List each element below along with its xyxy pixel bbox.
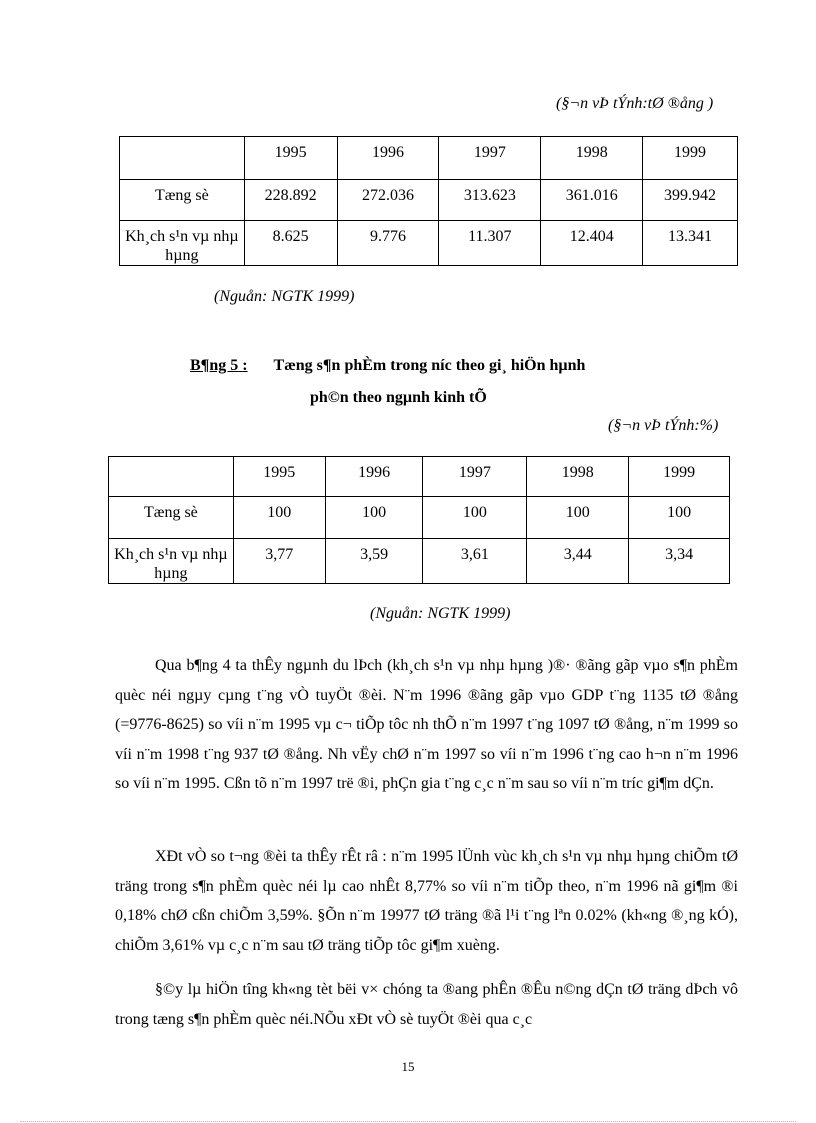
header-cell xyxy=(120,137,245,180)
table-cell: 8.625 xyxy=(244,221,337,266)
body-paragraph: Qua b¶ng 4 ta thÊy ngµnh du lÞch (kh¸ch s¹n vµ nhµ hµng )®· ®ãng gãp vµo s¶n phÈm quèc néi ngµy cµng t¨ng vÒ tuyÖt ®èi. N¨m 1996 ®ãng gãp vµo GDP t¨ng 1135 tØ ®ång (=9776-8625) so víi n¨m 1995 vµ c¬ tiÕp tôc nh thÕ n¨m 1997 t¨ng 1097 tØ ®ång, n¨m 1999 so víi n¨m 1998 t¨ng 937 tØ ®ång. Nh vËy chØ n¨m 1997 so víi n¨m 1996 t¨ng cao h¬n n¨m 1996 so víi n¨m 1995. Cßn tõ n¨m 1997 trë ®i, phÇn gia t¨ng c¸c n¨m sau so víi n¨m tríc gi¶m dÇn. xyxy=(115,657,738,792)
table-row xyxy=(109,539,730,584)
table-cell: 9.776 xyxy=(337,221,439,266)
table-cell: 228.892 xyxy=(244,180,337,221)
table2-source-note: (Nguån: NGTK 1999) xyxy=(370,605,511,622)
table5-title-line1: Tæng s¶n phÈm trong níc theo gi¸ hiÖn hµnh xyxy=(273,357,586,374)
header-cell-year: 1999 xyxy=(629,457,730,497)
row-label: Kh¸ch s¹n vµ nhµ hµng xyxy=(120,221,245,266)
header-cell-year: 1996 xyxy=(325,457,423,497)
table-cell: 3,61 xyxy=(423,539,527,584)
header-cell-year: 1995 xyxy=(244,137,337,180)
table5-label: B¶ng 5 : xyxy=(190,357,248,374)
header-cell-year: 1997 xyxy=(423,457,527,497)
table2-unit-note: (§¬n vÞ tÝnh:%) xyxy=(608,417,719,434)
header-cell-year: 1998 xyxy=(527,457,629,497)
table-cell: 100 xyxy=(423,497,527,539)
page-number: 15 xyxy=(401,1059,415,1074)
table-cell: 100 xyxy=(233,497,325,539)
table-row xyxy=(120,221,738,266)
row-label: Kh¸ch s¹n vµ nhµ hµng xyxy=(109,539,234,584)
table-cell: 361.016 xyxy=(541,180,643,221)
row-label: Tæng sè xyxy=(109,497,234,539)
table-cell: 313.623 xyxy=(439,180,541,221)
header-cell xyxy=(109,457,234,497)
body-paragraph: §©y lµ hiÖn tîng kh«ng tèt bëi v× chóng ta ®ang phÊn ®Êu n©ng dÇn tØ träng dÞch vô trong tæng s¶n phÈm quèc néi.NÕu xÐt vÒ sè tuyÖt ®èi qua c¸c xyxy=(115,981,738,1028)
gdp-absolute-table xyxy=(119,136,738,266)
table1-unit-note: (§¬n vÞ tÝnh:tØ ®ång ) xyxy=(556,95,714,112)
table-header-row xyxy=(120,137,738,180)
table-cell: 272.036 xyxy=(337,180,439,221)
table-cell: 3,59 xyxy=(325,539,423,584)
table-cell: 100 xyxy=(629,497,730,539)
row-label: Tæng sè xyxy=(120,180,245,221)
table-row xyxy=(109,497,730,539)
header-cell-year: 1997 xyxy=(439,137,541,180)
table5-caption xyxy=(190,357,585,375)
table-cell: 11.307 xyxy=(439,221,541,266)
header-cell-year: 1998 xyxy=(541,137,643,180)
table-cell: 3,77 xyxy=(233,539,325,584)
body-paragraph: XÐt vÒ so t¬ng ®èi ta thÊy rÊt râ : n¨m 1995 lÜnh vùc kh¸ch s¹n vµ nhµ hµng chiÕm tØ träng trong s¶n phÈm quèc néi lµ cao nhÊt 8,77% so víi n¨m tiÕp theo, n¨m 1996 nã gi¶m ®i 0,18% chØ cßn chiÕm 3,59%. §Õn n¨m 19977 tØ träng ®ã l¹i t¨ng lªn 0.02% (kh«ng ®¸ng kÓ), chiÕm 3,61% vµ c¸c n¨m sau tØ träng tiÕp tôc gi¶m xuèng. xyxy=(115,848,738,954)
table-cell: 3,44 xyxy=(527,539,629,584)
table-cell: 13.341 xyxy=(643,221,738,266)
table-cell: 100 xyxy=(325,497,423,539)
table-cell: 100 xyxy=(527,497,629,539)
table-row xyxy=(120,180,738,221)
table-cell: 399.942 xyxy=(643,180,738,221)
header-cell-year: 1999 xyxy=(643,137,738,180)
table1-source-note: (Nguån: NGTK 1999) xyxy=(214,288,355,305)
table5-title-line2: ph©n theo ngµnh kinh tÕ xyxy=(310,389,487,406)
table-cell: 12.404 xyxy=(541,221,643,266)
table-header-row xyxy=(109,457,730,497)
table-cell: 3,34 xyxy=(629,539,730,584)
gdp-share-table xyxy=(108,456,730,584)
header-cell-year: 1995 xyxy=(233,457,325,497)
page-bottom-divider xyxy=(20,1121,796,1122)
header-cell-year: 1996 xyxy=(337,137,439,180)
